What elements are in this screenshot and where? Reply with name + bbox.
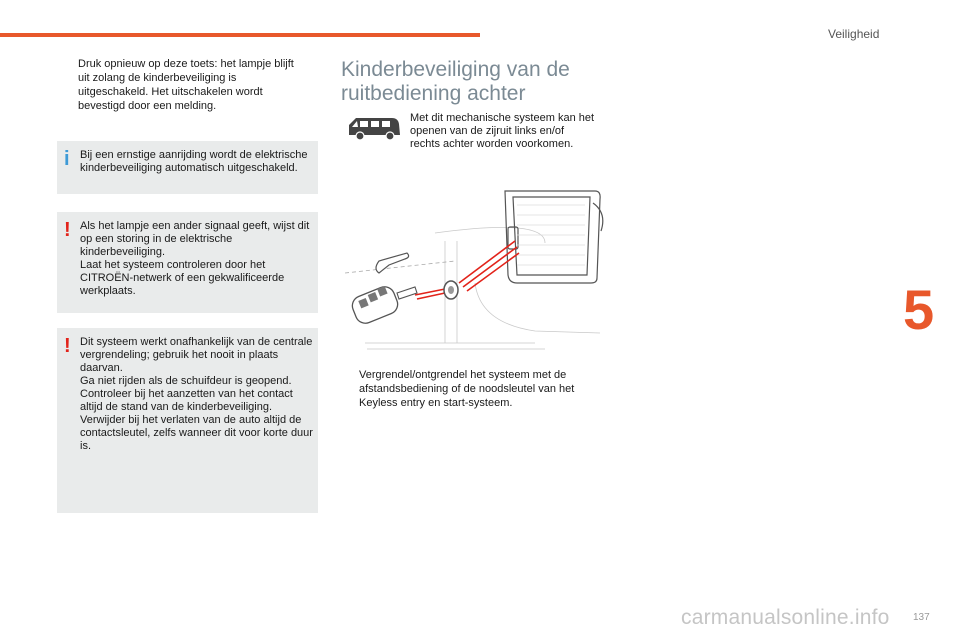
instruction-text-2: Vergrendel/ontgrendel het systeem met de afstandsbediening of de noodsleutel van het Keyless entry en start-systeem.	[359, 369, 575, 409]
instruction-text: Druk opnieuw op deze toets: het lampje blijft uit zolang de kinderbeveiliging is uitgeschakeld. Het uitschakelen wordt bevestigd door een melding.	[78, 58, 294, 112]
watermark: carmanualsonline.info	[681, 606, 890, 629]
door-lock-illustration	[345, 183, 605, 360]
section-heading: Kinderbeveiliging van de ruitbediening achter	[341, 58, 570, 105]
section-title: Veiligheid	[828, 27, 880, 41]
warning-box-2	[57, 328, 318, 513]
header-accent-bar	[0, 33, 480, 37]
warning-icon: !	[64, 335, 71, 357]
description-text: Met dit mechanische systeem kan het openen van de zijruit links en/of rechts achter worden voorkomen.	[410, 112, 595, 150]
warning-icon: !	[64, 219, 71, 241]
page-number: 137	[913, 612, 930, 623]
warning-text-1: Als het lampje een ander signaal geeft, wijst dit op een storing in de elektrische kinderbeveiliging. Laat het systeem controleren door het CITROËN-netwerk of een gekwalificeerde werkplaats.	[80, 220, 310, 297]
info-icon: i	[64, 148, 70, 170]
warning-text-2: Dit systeem werkt onafhankelijk van de centrale vergrendeling; gebruik het nooit in plaats daarvan. Ga niet rijden als de schuifdeur is geopend. Controleer bij het aanzetten van het contact altijd de stand van de kinderbeveiliging. Verwijder bij het verlaten van de auto altijd de contactsleutel, zelfs wanneer dit voor korte duur is.	[80, 336, 313, 452]
info-box	[57, 141, 318, 194]
info-text: Bij een ernstige aanrijding wordt de elektrische kinderbeveiliging automatisch uitgeschakeld.	[80, 149, 308, 174]
van-icon	[346, 115, 402, 146]
warning-box-1	[57, 212, 318, 313]
chapter-number: 5	[903, 278, 935, 341]
